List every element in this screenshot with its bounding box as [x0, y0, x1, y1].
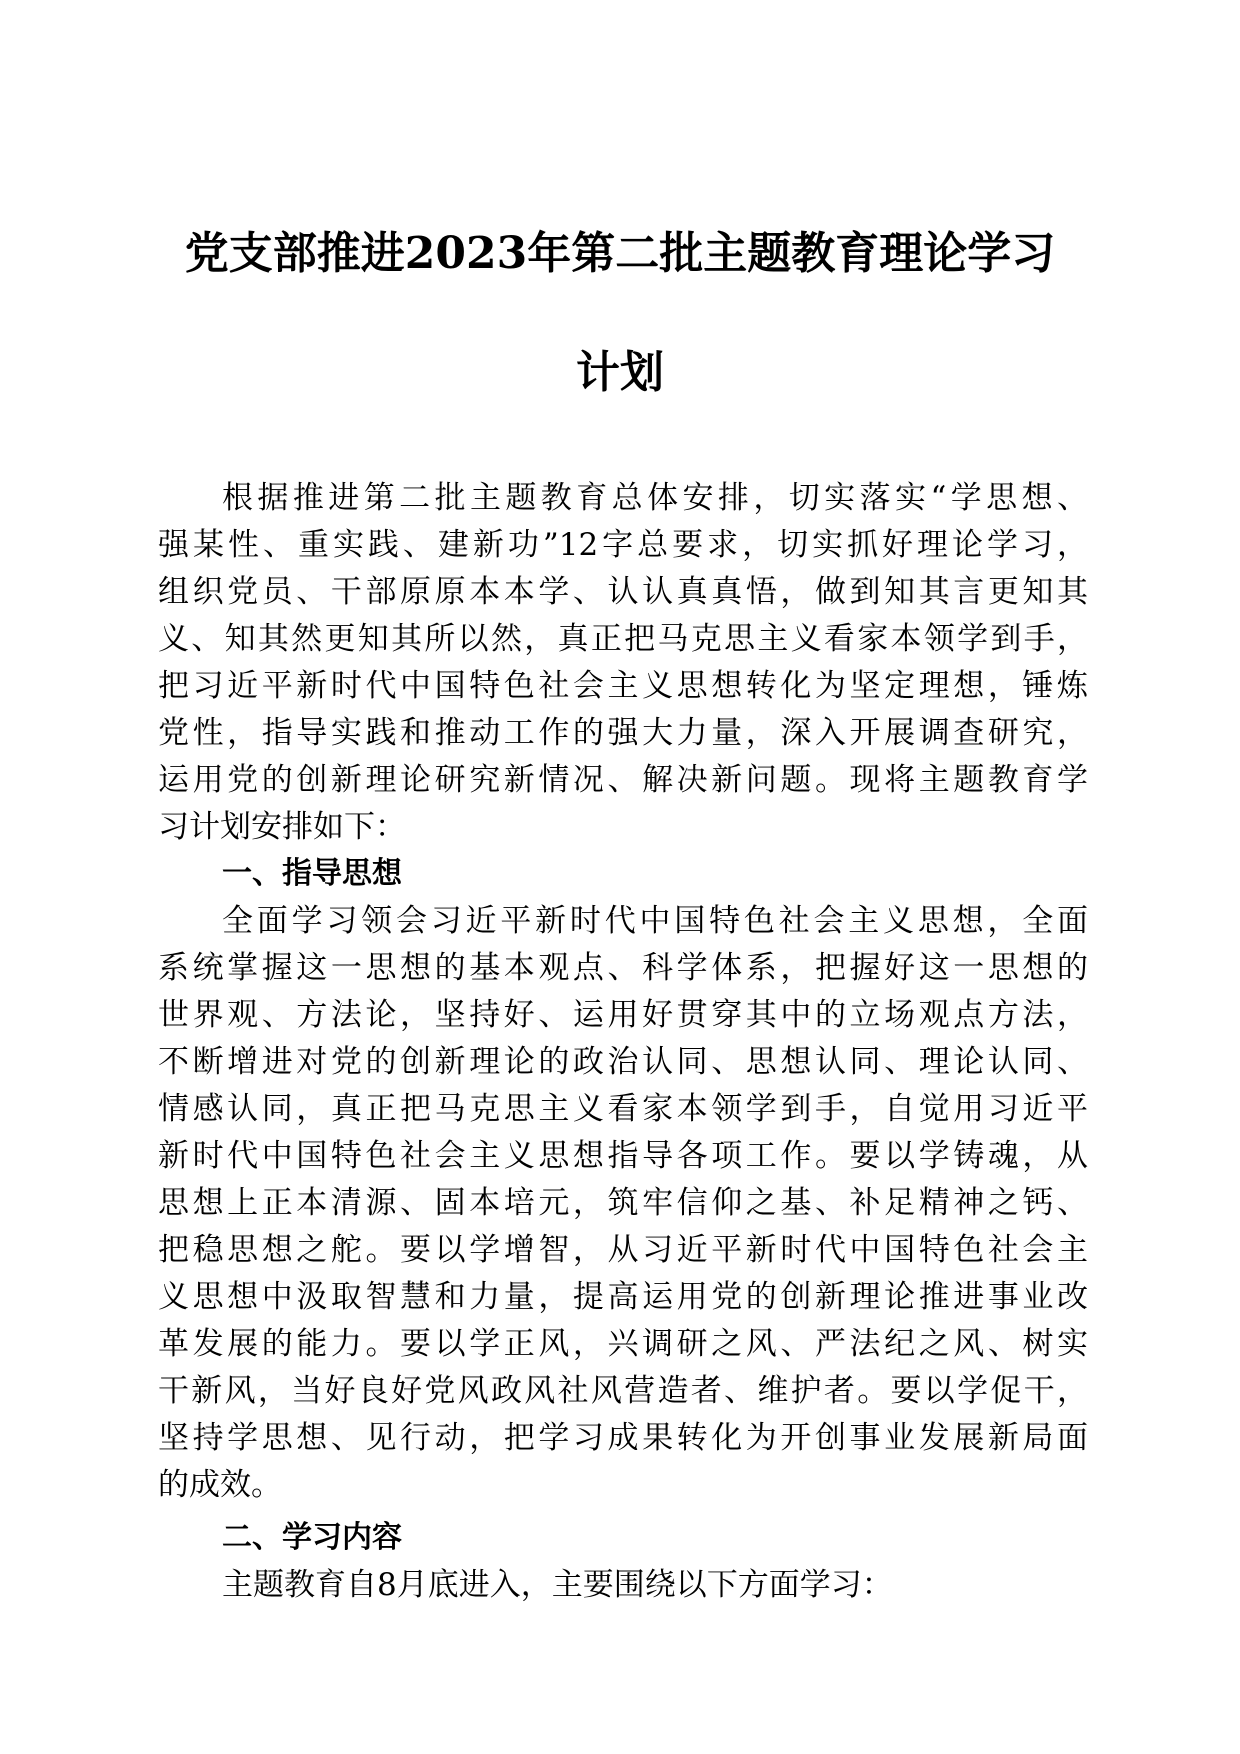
section1-paragraph-line: 不断增进对党的创新理论的政治认同、思想认同、理论认同、	[158, 1044, 1088, 1080]
section1-paragraph-line: 世界观、方法论，坚持好、运用好贯穿其中的立场观点方法，	[158, 997, 1088, 1033]
intro-paragraph-line: 习计划安排如下：	[158, 809, 406, 845]
section1-paragraph-line: 坚持学思想、见行动，把学习成果转化为开创事业发展新局面	[158, 1420, 1088, 1456]
section1-paragraph-line: 情感认同，真正把马克思主义看家本领学到手，自觉用习近平	[158, 1091, 1088, 1127]
section1-paragraph-line: 的成效。	[158, 1467, 282, 1503]
document-title-continued: 计划	[576, 347, 664, 398]
section1-paragraph-line: 新时代中国特色社会主义思想指导各项工作。要以学铸魂，从	[158, 1138, 1088, 1174]
intro-paragraph-line: 把习近平新时代中国特色社会主义思想转化为坚定理想，锤炼	[158, 668, 1088, 704]
intro-paragraph-line: 组织党员、干部原原本本学、认认真真悟，做到知其言更知其	[158, 574, 1088, 610]
section1-paragraph-line: 革发展的能力。要以学正风，兴调研之风、严法纪之风、树实	[158, 1326, 1088, 1362]
section1-paragraph-line: 干新风，当好良好党风政风社风营造者、维护者。要以学促干，	[158, 1373, 1088, 1409]
intro-paragraph-line: 运用党的创新理论研究新情况、解决新问题。现将主题教育学	[158, 762, 1088, 798]
section1-paragraph-line: 系统掌握这一思想的基本观点、科学体系，把握好这一思想的	[158, 950, 1088, 986]
intro-paragraph-line: 根据推进第二批主题教育总体安排，切实落实“学思想、	[222, 480, 1088, 516]
document-title: 党支部推进2023年第二批主题教育理论学习	[184, 228, 1056, 279]
section1-paragraph-line: 义思想中汲取智慧和力量，提高运用党的创新理论推进事业改	[158, 1279, 1088, 1315]
intro-paragraph-line: 党性，指导实践和推动工作的强大力量，深入开展调查研究，	[158, 715, 1088, 751]
section2-paragraph-line: 主题教育自8月底进入，主要围绕以下方面学习：	[222, 1567, 893, 1603]
intro-paragraph-line: 强某性、重实践、建新功”12字总要求，切实抓好理论学习，	[158, 527, 1088, 563]
section-heading-study-content: 二、学习内容	[222, 1520, 402, 1555]
section-heading-guiding-ideology: 一、指导思想	[222, 856, 402, 891]
section1-paragraph-line: 全面学习领会习近平新时代中国特色社会主义思想，全面	[222, 903, 1088, 939]
section1-paragraph-line: 把稳思想之舵。要以学增智，从习近平新时代中国特色社会主	[158, 1232, 1088, 1268]
intro-paragraph-line: 义、知其然更知其所以然，真正把马克思主义看家本领学到手，	[158, 621, 1088, 657]
section1-paragraph-line: 思想上正本清源、固本培元，筑牢信仰之基、补足精神之钙、	[158, 1185, 1088, 1221]
